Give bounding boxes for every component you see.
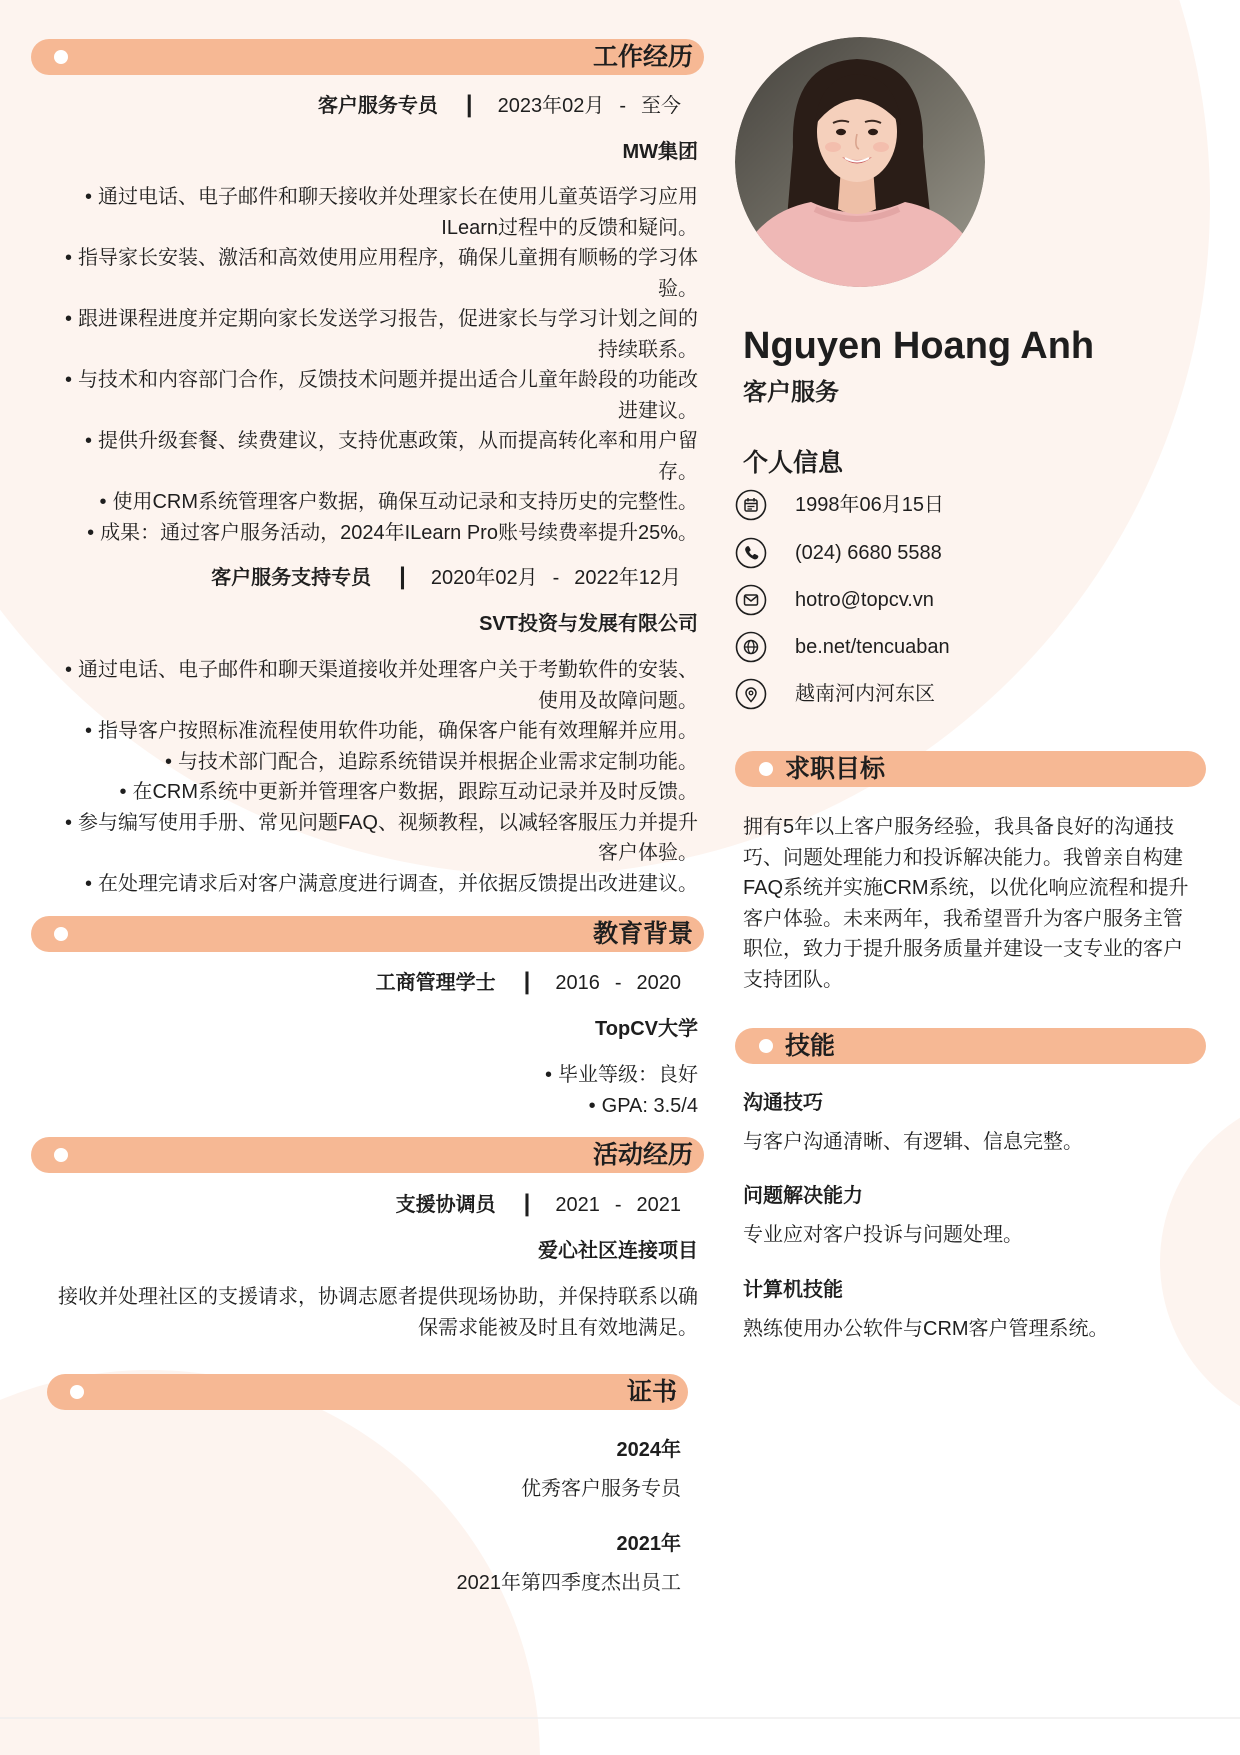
contact-phone [735, 537, 1195, 569]
job-role: 客户服务专员 [317, 95, 438, 117]
education-detail: GPA: 3.5/4 [601, 1094, 698, 1117]
bullet-text: 参与编写使用手册、常见问题FAQ、视频教程，以减轻客服压力并提升客户体验。 [77, 811, 698, 864]
bullet-item [50, 1091, 698, 1122]
activity-description: 接收并处理社区的支援请求，协调志愿者提供现场协助，并保持联系以确保需求能被及时且有效地满足。 [58, 1286, 698, 1339]
candidate-position: 客户服务 [743, 379, 839, 406]
background-blob-bottom-left [0, 1370, 540, 1755]
certificate-year: 2021年 [616, 1533, 681, 1555]
bullet-text: 成果：通过客户服务活动，2024年ILearn Pro账号续费率提升25%。 [100, 521, 698, 544]
skill-name: 问题解决能力 [743, 1185, 863, 1207]
bullet-marker: • [64, 659, 72, 681]
header-dot [54, 1148, 68, 1162]
calendar-icon [735, 489, 767, 521]
title-separator: | [399, 563, 406, 590]
section-title-skills: 技能 [785, 1032, 836, 1060]
birthdate-value: 1998年06月15日 [795, 494, 944, 516]
education-end-year: 2020 [636, 972, 681, 994]
job-end-date: 至今 [641, 95, 681, 117]
bullet-item [50, 1060, 698, 1091]
phone-icon [735, 537, 767, 569]
website-link[interactable]: be.net/tencuaban [795, 636, 950, 658]
bullet-text: 提供升级套餐、续费建议，支持优惠政策，从而提高转化率和用户留存。 [98, 430, 698, 483]
location-icon [735, 678, 767, 710]
education-title-row [50, 967, 698, 998]
bullet-text: 指导家长安装、激活和高效使用应用程序，确保儿童拥有顺畅的学习体验。 [78, 247, 698, 300]
bullet-text: 在处理完请求后对客户满意度进行调查，并依据反馈提出改进建议。 [98, 872, 698, 895]
job-bullet-list [50, 655, 698, 899]
bullet-marker: • [588, 1094, 596, 1117]
activity-end-year: 2021 [636, 1194, 681, 1216]
bullet-marker: • [84, 186, 92, 208]
bullet-marker: • [164, 750, 172, 773]
email-link[interactable]: hotro@topcv.vn [795, 589, 934, 611]
bullet-text: 通过电话、电子邮件和聊天渠道接收并处理客户关于考勤软件的安装、使用及故障问题。 [78, 659, 698, 712]
bullet-item [50, 243, 698, 304]
bullet-marker: • [64, 811, 72, 834]
bullet-text: 与技术和内容部门合作，反馈技术问题并提出适合儿童年龄段的功能改进建议。 [78, 369, 698, 422]
phone-value: (024) 6680 5588 [795, 542, 942, 564]
bullet-text: 与技术部门配合，追踪系统错误并根据企业需求定制功能。 [178, 750, 698, 773]
title-separator: | [523, 968, 531, 995]
activity-start-year: 2021 [555, 1194, 600, 1216]
job-bullet-list [50, 182, 698, 548]
bullet-item [50, 808, 698, 869]
education-start-year: 2016 [555, 972, 600, 994]
bullet-text: 通过电话、电子邮件和聊天接收并处理家长在使用儿童英语学习应用ILearn过程中的反馈和疑问。 [98, 186, 698, 239]
bullet-text: 跟进课程进度并定期向家长发送学习报告，促进家长与学习计划之间的持续联系。 [78, 308, 698, 361]
bullet-item [50, 304, 698, 365]
education-detail: 毕业等级：良好 [558, 1064, 698, 1086]
section-header-skills [735, 1028, 1206, 1064]
bullet-marker: • [84, 720, 92, 742]
bullet-text: 使用CRM系统管理客户数据，确保互动记录和支持历史的完整性。 [112, 491, 698, 513]
bullet-item [50, 518, 698, 549]
header-dot [759, 762, 773, 776]
email-icon [735, 584, 767, 616]
bullet-item [50, 487, 698, 518]
degree: 工商管理学士 [375, 972, 496, 994]
header-dot [70, 1385, 84, 1399]
job-company: MW集团 [622, 141, 698, 163]
bullet-text: 在CRM系统中更新并管理客户数据，跟踪互动记录并及时反馈。 [132, 781, 698, 803]
header-dot [54, 927, 68, 941]
bullet-item [50, 777, 698, 808]
skill-name: 沟通技巧 [743, 1092, 823, 1114]
objective-text: 拥有5年以上客户服务经验，我具备良好的沟通技巧、问题处理能力和投诉解决能力。我曾亲自构建FAQ系统并实施CRM系统，以优化响应流程和提升客户体验。未来两年，我希望晋升为客户服务主管职位，致力于提升服务质量并建设一支专业的客户支持团队。 [743, 816, 1189, 991]
profile-photo [735, 37, 985, 287]
job-role: 客户服务支持专员 [211, 567, 372, 589]
section-title-education: 教育背景 [592, 920, 693, 948]
bullet-item [50, 869, 698, 900]
section-header-objective [735, 751, 1206, 787]
header-dot [759, 1039, 773, 1053]
activity-title-row [50, 1189, 698, 1220]
job-end-date: 2022年12月 [574, 567, 681, 589]
bullet-marker: • [87, 521, 95, 544]
activity-organization: 爱心社区连接项目 [538, 1240, 698, 1262]
candidate-name: Nguyen Hoang Anh [743, 325, 1095, 367]
section-header-certificates [47, 1374, 688, 1410]
title-separator: | [523, 1190, 531, 1217]
section-title-personal-info: 个人信息 [743, 449, 844, 477]
certificate-name: 优秀客户服务专员 [521, 1478, 681, 1500]
job-title-row [50, 90, 698, 121]
certificate-year: 2024年 [616, 1439, 681, 1461]
bullet-marker: • [64, 247, 72, 269]
contact-email [735, 584, 1195, 616]
activity-role: 支援协调员 [395, 1194, 496, 1216]
contact-website [735, 631, 1195, 663]
address-value: 越南河内河东区 [795, 683, 935, 705]
date-dash: - [552, 567, 560, 589]
title-separator: | [465, 91, 473, 118]
date-dash: - [614, 972, 622, 994]
bullet-item [50, 716, 698, 747]
section-header-education [31, 916, 704, 952]
section-header-activities [31, 1137, 704, 1173]
section-header-work [31, 39, 704, 75]
section-title-certificates: 证书 [626, 1378, 677, 1406]
globe-icon [735, 631, 767, 663]
bullet-marker: • [99, 491, 107, 513]
bullet-marker: • [84, 430, 92, 452]
bullet-marker: • [64, 369, 72, 391]
section-title-objective: 求职目标 [785, 755, 886, 783]
bullet-marker: • [84, 872, 92, 895]
bullet-item [50, 182, 698, 243]
date-dash: - [614, 1194, 622, 1216]
certificate-name: 2021年第四季度杰出员工 [456, 1572, 681, 1594]
contact-address [735, 678, 1195, 710]
bullet-item [50, 426, 698, 487]
section-title-work: 工作经历 [592, 43, 693, 71]
education-detail-list [50, 1060, 698, 1121]
bullet-item [50, 747, 698, 778]
job-start-date: 2020年02月 [430, 567, 538, 589]
job-title-row [50, 562, 698, 593]
skill-description: 与客户沟通清晰、有逻辑、信息完整。 [743, 1131, 1083, 1153]
bullet-marker: • [544, 1064, 552, 1086]
job-start-date: 2023年02月 [497, 95, 605, 117]
contact-birthdate [735, 489, 1195, 521]
section-title-activities: 活动经历 [592, 1141, 693, 1169]
bullet-marker: • [119, 781, 127, 803]
bullet-item [50, 365, 698, 426]
background-blob-right [1160, 1092, 1240, 1432]
header-dot [54, 50, 68, 64]
school-name: TopCV大学 [595, 1018, 698, 1040]
skill-name: 计算机技能 [743, 1279, 843, 1301]
bullet-text: 指导客户按照标准流程使用软件功能，确保客户能有效理解并应用。 [98, 720, 698, 742]
bullet-item [50, 655, 698, 716]
skill-description: 熟练使用办公软件与CRM客户管理系统。 [743, 1318, 1109, 1340]
date-dash: - [619, 95, 626, 117]
job-company: SVT投资与发展有限公司 [479, 613, 698, 635]
bullet-marker: • [64, 308, 72, 330]
skill-description: 专业应对客户投诉与问题处理。 [743, 1224, 1023, 1246]
